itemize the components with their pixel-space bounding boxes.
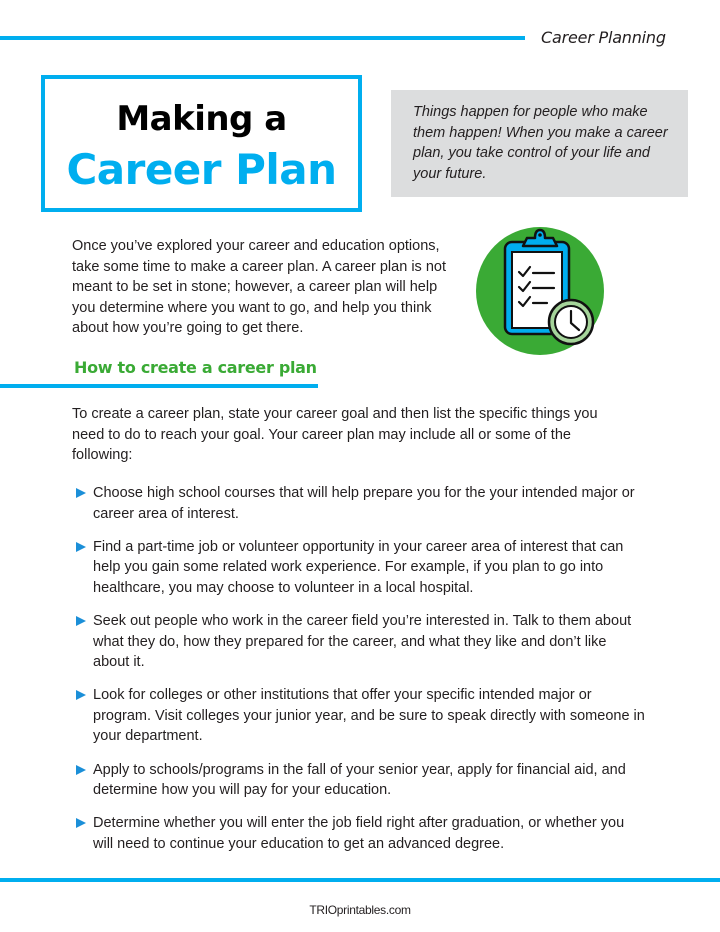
list-item: Determine whether you will enter the job field right after graduation, or whether you will need to continue your education to get an advanced degree. [76, 813, 646, 854]
footer-site-link[interactable]: TRIOprintables.com [309, 903, 411, 917]
triangle-bullet-icon [76, 765, 86, 775]
page-title-line2: Career Plan [66, 145, 337, 194]
triangle-bullet-icon [76, 690, 86, 700]
intro-paragraph: Once you’ve explored your career and education options, take some time to make a career plan. A career plan is not meant to be set in stone; however, a career plan will help you determine where you want to go, and help you think about how you’re going to get there. [72, 238, 446, 337]
clipboard-checklist-clock-icon [475, 226, 605, 356]
triangle-bullet-icon [76, 542, 86, 552]
page-title-line1: Making a [116, 99, 287, 139]
bottom-rule [0, 878, 720, 882]
top-rule [0, 36, 525, 40]
title-box [41, 75, 362, 212]
list-item: Choose high school courses that will help prepare you for the your intended major or career area of interest. [76, 483, 646, 524]
lead-paragraph: To create a career plan, state your career goal and then list the specific things you need to do to reach your goal. Your career plan may include all or some of the following: [72, 406, 598, 464]
list-item: Apply to schools/programs in the fall of your senior year, apply for financial aid, and determine how you will pay for your education. [76, 760, 646, 801]
triangle-bullet-icon [76, 488, 86, 498]
header-category-label: Career Planning [541, 28, 666, 47]
list-item: Find a part-time job or volunteer opportunity in your career area of interest that can help you gain some related work experience. For example, if you plan to go into healthcare, you may choose to volunteer in a local hospital. [76, 537, 646, 599]
triangle-bullet-icon [76, 818, 86, 828]
list-item: Look for colleges or other institutions that offer your specific intended major or program. Visit colleges your junior year, and be sure to speak directly with someone in your department. [76, 685, 646, 747]
list-item: Seek out people who work in the career field you’re interested in. Talk to them about what they do, how they prepared for the career, and what they like and don’t like about it. [76, 611, 646, 673]
quote-text: Things happen for people who make them happen! When you make a career plan, you take control of your life and your future. [413, 104, 668, 182]
bullet-list [76, 483, 646, 867]
section-rule [0, 384, 318, 388]
quote-box [391, 90, 688, 197]
section-heading: How to create a career plan [74, 358, 317, 377]
triangle-bullet-icon [76, 616, 86, 626]
